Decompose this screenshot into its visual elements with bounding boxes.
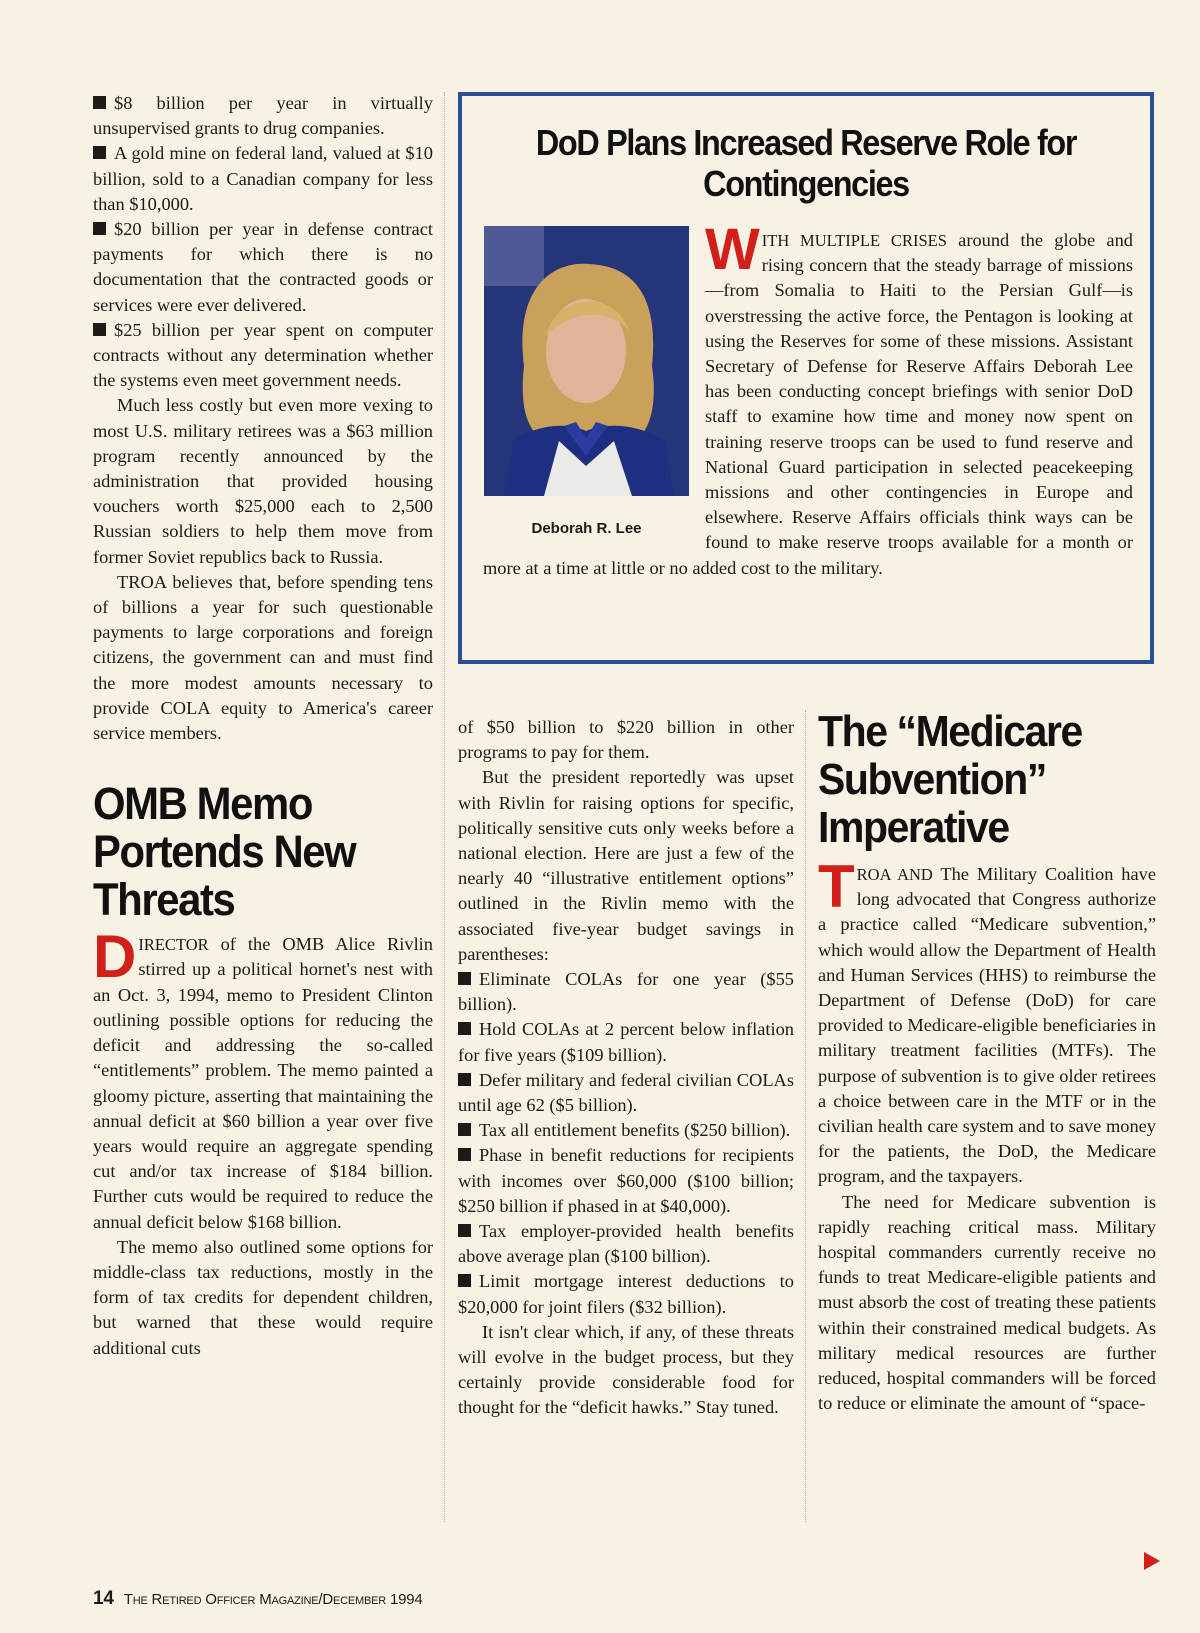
bullet-item: Hold COLAs at 2 percent below inflation for five years ($109 billion). — [458, 1017, 794, 1067]
paragraph: It isn't clear which, if any, of these threats will evolve in the budget process, but they certainly provide considerable food for thought for the “deficit hawks.” Stay tuned. — [458, 1321, 794, 1418]
omb-lead-paragraph — [93, 923, 433, 1234]
column-middle — [458, 715, 794, 1421]
column-divider — [805, 710, 806, 1522]
medicare-headline: The “Medicare Subvention” Imperative — [818, 707, 1082, 852]
bullet-item: Phase in benefit reductions for recipients with incomes over $60,000 ($100 billion; $250 billion if phased in at $40,000). — [458, 1143, 794, 1219]
publication-name: The Retired Officer Magazine/December 1994 — [123, 1591, 423, 1608]
arrow-right-icon — [1144, 1552, 1160, 1570]
column-divider — [444, 92, 445, 1522]
lead-text: of the OMB Alice Rivlin stirred up a political hornet's nest with an Oct. 3, 1994, memo to President Clinton outlining possible options for reducing the deficit and addressing the so-called “entitlements” problem. The memo painted a gloomy picture, asserting that maintaining the annual deficit at $60 billion a year over five years would require an aggregate spending cut and/or tax increase of $184 billion. Further cuts would be required to reduce the annual deficit below $168 billion. — [93, 934, 433, 1232]
photo-caption: Deborah R. Lee — [531, 520, 642, 537]
box-headline: DoD Plans Increased Reserve Role for Contingencies — [535, 122, 1077, 204]
page-footer — [93, 1588, 423, 1610]
bullet-item: $20 billion per year in defense contract payments for which there is no documentation that the contracted goods or services were ever delivered. — [93, 217, 433, 318]
lead-caps: IRECTOR — [138, 935, 209, 955]
bullet-item: Limit mortgage interest deductions to $20,000 for joint filers ($32 billion). — [458, 1269, 794, 1319]
drop-cap: W — [705, 217, 760, 282]
sidebar-box — [458, 92, 1154, 664]
bullet-item: A gold mine on federal land, valued at $10 billion, sold to a Canadian company for less than $10,000. — [93, 141, 433, 217]
lead-text: The Military Coalition have long advocated that Congress authorize a practice called “Medicare subvention,” which would allow the Department of Health and Human Services (HHS) to reimburse the Department of Defense (DoD) for care provided to Medicare-eligible beneficiaries in military treatment facilities (MTFs). The purpose of subvention is to give older retirees a choice between care in the MTF or in the civilian health care system and to save money for the patients, the DoD, the Medicare program, and the taxpayers. — [818, 864, 1157, 1187]
paragraph: The need for Medicare subvention is rapidly reaching critical mass. Military hospital commanders currently receive no funds to treat Medicare-eligible patients and must absorb the cost of treating these patients within their constrained medical budgets. As military medical resources are further reduced, hospital commanders will be forced to reduce or eliminate the amount of “space- — [818, 1191, 1156, 1414]
paragraph: The memo also outlined some options for middle-class tax reductions, mostly in the form of tax credits for dependent children, but warned that these would require additional cuts — [93, 1236, 433, 1358]
drop-cap: T — [818, 853, 855, 920]
bullet-item: $8 billion per year in virtually unsupervised grants to drug companies. — [93, 91, 433, 141]
bullet-item: Defer military and federal civilian COLAs until age 62 ($5 billion). — [458, 1068, 794, 1118]
box-body-text: around the globe and rising concern that the steady barrage of missions—from Somalia to Haiti to the Persian Gulf—is overstressing the active force, the Pentagon is looking at using the Reserves for some of these missions. Assistant Secretary of Defense for Reserve Affairs Deborah Lee has been conducting concept briefings with senior DoD staff to examine how time and money now spent on training reserve troops can be used to fund reserve and National Guard participation in selected peacekeeping missions and other contingencies in Europe and elsewhere. Reserve Affairs officials think ways can be found to make reserve troops available for a month or more at a time at little or no added cost to the military. — [483, 230, 1133, 578]
paragraph: of $50 billion to $220 billion in other programs to pay for them. — [458, 717, 794, 763]
bullet-item: Tax all entitlement benefits ($250 billion). — [458, 1118, 794, 1143]
medicare-lead-paragraph — [818, 853, 1157, 1190]
bullet-item: Eliminate COLAs for one year ($55 billion). — [458, 967, 794, 1017]
column-right — [818, 708, 1156, 1416]
column-left — [93, 91, 433, 1361]
lead-caps: ROA AND — [856, 865, 933, 884]
bullet-item: Tax employer-provided health benefits above average plan ($100 billion). — [458, 1219, 794, 1269]
lead-caps: ITH MULTIPLE CRISES — [761, 231, 947, 250]
omb-headline: OMB Memo Portends New Threats — [93, 778, 356, 926]
paragraph: TROA believes that, before spending tens of billions a year for such questionable payments to large corporations and foreign citizens, the government can and must find the more modest amounts necessary to provide COLA equity to America's career service members. — [93, 571, 433, 744]
page-number: 14 — [93, 1588, 114, 1609]
bullet-item: $25 billion per year spent on computer contracts without any determination whether the systems even meet government needs. — [93, 318, 433, 394]
drop-cap: D — [93, 923, 137, 991]
paragraph: Much less costly but even more vexing to most U.S. military retirees was a $63 million program recently announced by the administration that provided housing vouchers worth $25,000 each to 2,500 Russian soldiers to help them move from former Soviet republics back to Russia. — [93, 395, 433, 567]
box-body — [483, 217, 1133, 581]
paragraph: But the president reportedly was upset with Rivlin for raising options for specific, politically sensitive cuts only weeks before a national election. Here are just a few of the nearly 40 “illustrative entitlement options” outlined in the Rivlin memo with the associated five-year budget savings in parentheses: — [458, 767, 794, 964]
